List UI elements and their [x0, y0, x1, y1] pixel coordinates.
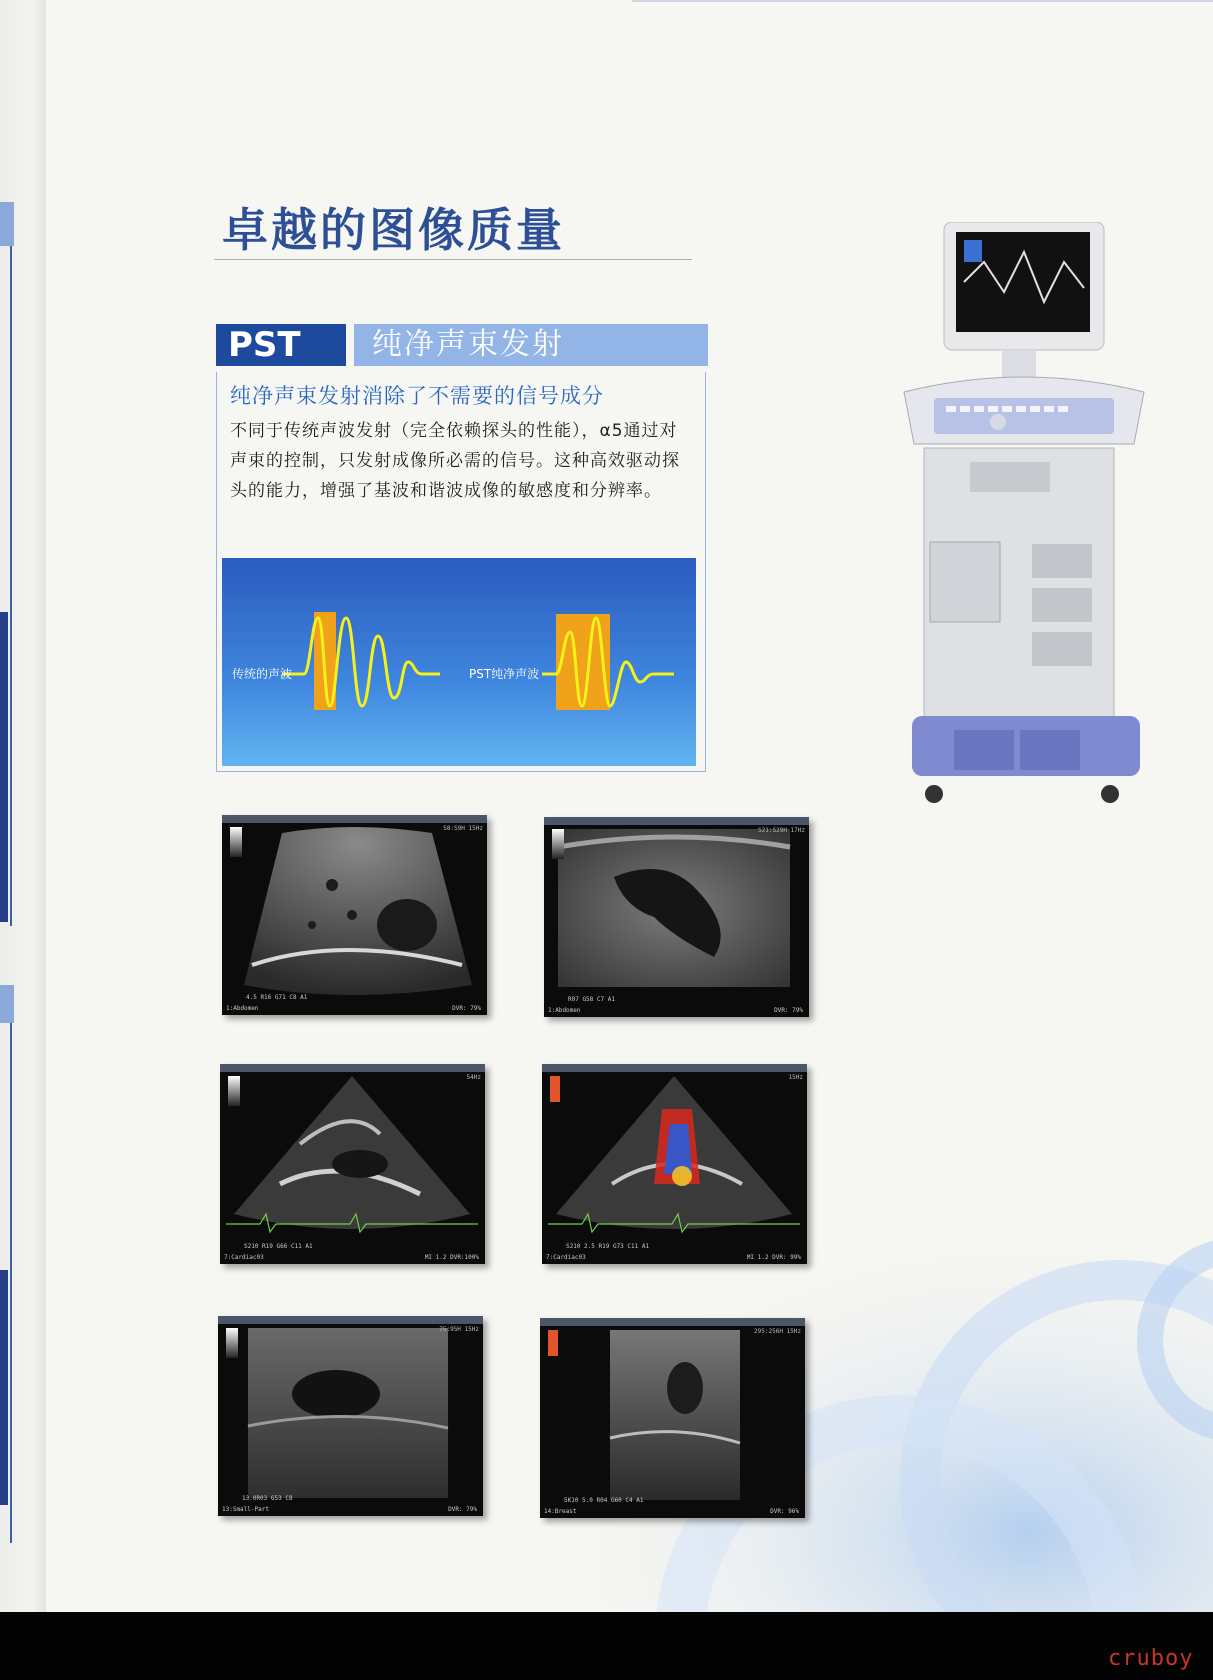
image-header: 54Hz	[466, 1074, 481, 1081]
image-dvr: DVR: 79%	[774, 1007, 803, 1014]
page-title: 卓越的图像质量	[222, 203, 565, 257]
image-dvr: DVR: 79%	[452, 1005, 481, 1012]
section-heading: 纯净声束发射	[354, 324, 708, 366]
image-header: S21:S29H 17Hz	[758, 827, 805, 834]
image-header: 15Hz	[788, 1074, 803, 1081]
left-page-tab	[0, 985, 14, 1023]
ultrasound-image-liver	[222, 815, 487, 1015]
image-dvr: MI 1.2 DVR: 99%	[746, 1254, 801, 1261]
left-page-block	[0, 1270, 8, 1505]
watermark: cruboy	[1108, 1646, 1194, 1671]
ultrasound-image-abdomen	[544, 817, 809, 1017]
image-params: R07 G58 C7 A1	[568, 996, 615, 1003]
image-top-bar	[222, 815, 487, 823]
image-params: 4.5 R16 G71 C8 A1	[246, 994, 308, 1001]
feature-text-line: 不同于传统声波发射（完全依赖探头的性能），α5通过对	[230, 421, 678, 441]
image-top-bar	[544, 817, 809, 825]
image-params: S210 R19 G66 C11 A1	[244, 1243, 313, 1250]
ultrasound-machine-photo	[894, 222, 1164, 812]
image-params: S210 2.5 R19 G73 C11 A1	[566, 1243, 650, 1250]
image-preset: 13:Small-Part	[222, 1506, 269, 1513]
image-preset: 14:Breast	[544, 1508, 577, 1515]
left-page-block	[0, 612, 8, 922]
conventional-wave-label: 传统的声波	[232, 667, 293, 681]
left-page-tab	[0, 202, 14, 246]
ultrasound-image-breast	[540, 1318, 805, 1518]
image-top-bar	[220, 1064, 485, 1072]
left-page-rule	[10, 246, 12, 926]
image-header: 75:95H 15Hz	[439, 1326, 479, 1333]
pst-wave-label: PST纯净声波	[469, 667, 540, 681]
grayscale-bar	[228, 1076, 240, 1106]
top-rule	[632, 0, 1213, 2]
image-params: 5K10 5.0 R04 G60 C4 A1	[564, 1497, 644, 1504]
image-dvr: DVR: 79%	[448, 1506, 477, 1513]
ultrasound-image-thyroid	[218, 1316, 483, 1516]
image-preset: 1:Abdomen	[226, 1005, 259, 1012]
ultrasound-image-cardiac	[220, 1064, 485, 1264]
image-top-bar	[218, 1316, 483, 1324]
pst-waveform-diagram	[222, 558, 696, 766]
title-divider	[214, 259, 692, 260]
page-bottom-band	[0, 1612, 1213, 1680]
image-header: S8:S9H 15Hz	[443, 825, 483, 832]
left-page-rule	[10, 1023, 12, 1543]
feature-text-line: 声束的控制，只发射成像所必需的信号。这种高效驱动探	[230, 451, 680, 471]
image-top-bar	[542, 1064, 807, 1072]
image-dvr: DVR: 96%	[770, 1508, 799, 1515]
image-header: 295:256H 15Hz	[754, 1328, 801, 1335]
feature-subtitle: 纯净声束发射消除了不需要的信号成分	[230, 384, 604, 408]
image-params: 13.0R03 G53 C8	[242, 1495, 293, 1502]
image-dvr: MI 1.2 DVR:100%	[424, 1254, 479, 1261]
image-preset: 7:Cardiac03	[224, 1254, 264, 1261]
ultrasound-image-cardiac-doppler	[542, 1064, 807, 1264]
feature-text-line: 头的能力，增强了基波和谐波成像的敏感度和分辨率。	[230, 481, 662, 501]
grayscale-bar	[230, 827, 242, 857]
grayscale-bar	[552, 829, 564, 859]
image-preset: 1:Abdomen	[548, 1007, 581, 1014]
grayscale-bar	[226, 1328, 238, 1358]
image-top-bar	[540, 1318, 805, 1326]
image-preset: 7:Cardiac03	[546, 1254, 586, 1261]
pst-badge: PST	[216, 324, 346, 366]
